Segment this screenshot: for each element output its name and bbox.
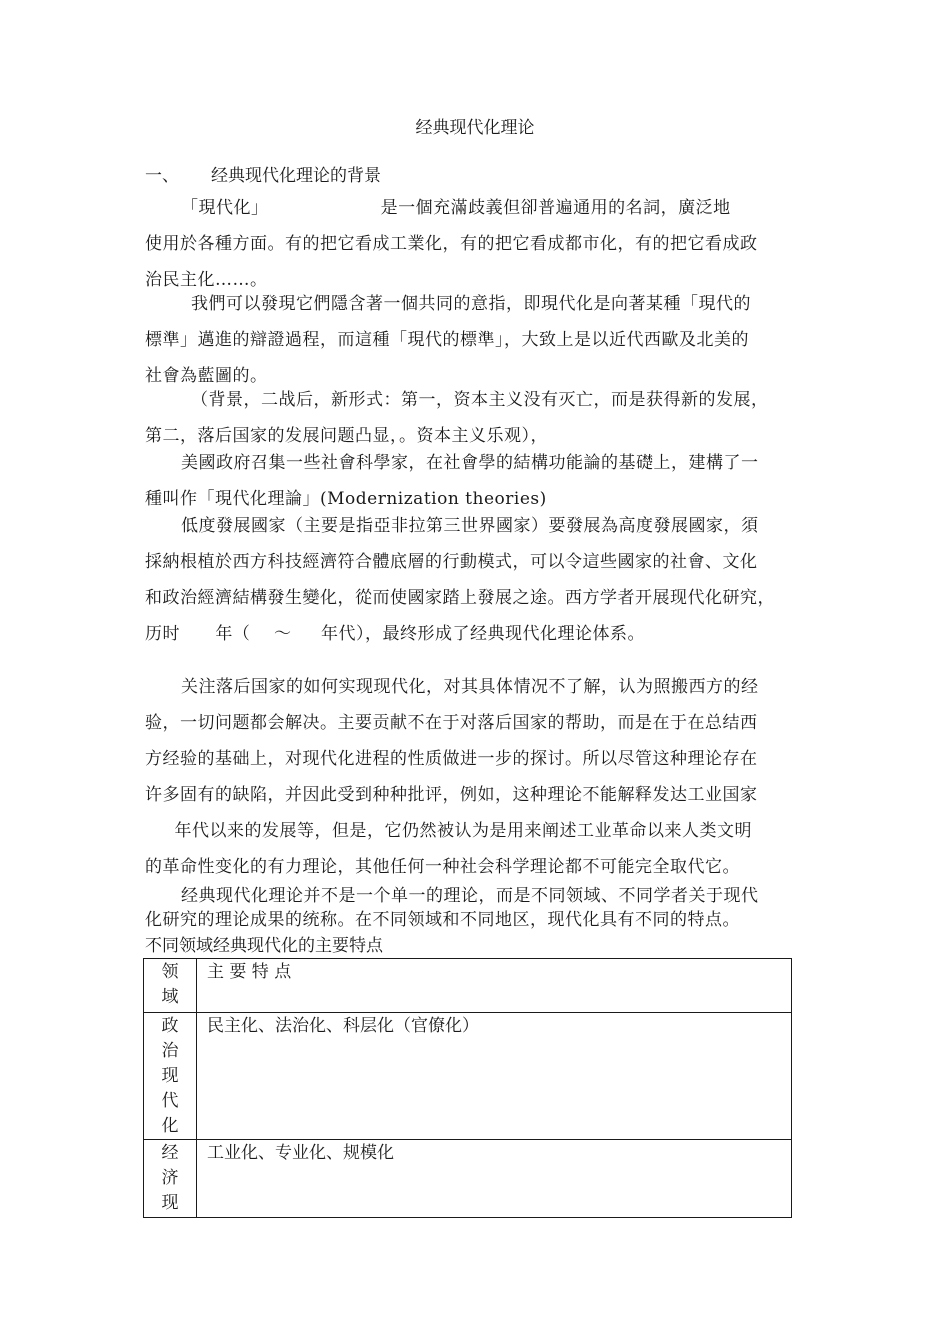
paragraph-line: 我們可以發現它們隱含著一個共同的意指，即現代化是向著某種「現代的 [191,294,751,314]
paragraph-line: 和政治經濟結構發生變化，從而使國家踏上發展之途。西方学者开展现代化研究， [145,588,775,608]
paragraph-summary [145,884,808,932]
paragraph-line: 年代以来的发展等，但是，它仍然被认为是用来阐述工业革命以来人类文明 [145,821,753,841]
paragraph-line: 历时 年（ ～ 年代），最终形成了经典现代化理论体系。 [145,624,646,644]
paragraph-common-meaning [145,286,808,394]
field-cell-political [144,1013,197,1140]
field-cell-economic [144,1140,197,1218]
paragraph-line: 種叫作「現代化理論」(Modernization theories) [145,489,547,509]
paragraph-line: 採納根植於西方科技經濟符合體底層的行動模式，可以令這些國家的社會、文化 [145,552,758,572]
paragraph-line: 美國政府召集一些社會科學家，在社會學的結構功能論的基礎上，建構了一 [181,453,759,473]
paragraph-contribution [145,669,808,885]
section-heading [145,164,381,188]
header-field-cell [144,959,197,1013]
section-number: 一、 [145,166,179,186]
feature-cell-economic: 工业化、专业化、规模化 [197,1140,792,1218]
field-char: 现 [161,1066,179,1086]
header-field-char: 域 [161,987,179,1007]
table-caption: 不同领域经典现代化的主要特点 [145,936,383,956]
paragraph-line: 验，一切问题都会解决。主要贡献不在于对落后国家的帮助，而是在于在总结西 [145,713,758,733]
field-char: 现 [161,1193,179,1213]
paragraph-line: 方经验的基础上，对现代化进程的性质做进一步的探讨。所以尽管这种理论存在 [145,749,758,769]
field-char: 经 [161,1143,179,1163]
field-char: 治 [161,1041,179,1061]
field-char: 济 [161,1168,179,1188]
paragraph-line: 社會為藍圖的。 [145,366,268,386]
header-field-char: 领 [161,962,179,982]
paragraph-line: 低度發展國家（主要是指亞非拉第三世界國家）要發展為高度發展國家，須 [181,516,759,536]
paragraph-line: 许多固有的缺陷，并因此受到种种批评，例如，这种理论不能解释发达工业国家 [145,785,758,805]
feature-cell-political: 民主化、法治化、科层化（官僚化） [197,1013,792,1140]
features-table [143,958,792,1218]
paragraph-line: 关注落后国家的如何实现现代化，对其具体情况不了解，认为照搬西方的经 [181,677,759,697]
field-char: 政 [161,1016,179,1036]
paragraph-line: 使用於各種方面。有的把它看成工業化，有的把它看成都市化，有的把它看成政 [145,234,758,254]
paragraph-modernization-definition [145,190,808,298]
paragraph-line: （背景，二战后，新形式：第一，资本主义没有灭亡，而是获得新的发展， [191,390,769,410]
table-row [144,1140,792,1218]
paragraph-line: 標準」邁進的辯證過程，而這種「現代的標準」，大致上是以近代西歐及北美的 [145,330,749,350]
document-title: 经典现代化理论 [415,118,535,138]
header-feature-cell: 主 要 特 点 [197,959,792,1013]
field-char: 代 [161,1091,179,1111]
paragraph-line: 「現代化」 是一個充滿歧義但卻普遍通用的名詞，廣泛地 [181,198,731,218]
section-title: 经典现代化理论的背景 [211,166,381,186]
paragraph-us-government [145,445,808,517]
paragraph-line: 经典现代化理论并不是一个单一的理论，而是不同领域、不同学者关于现代 [181,886,759,906]
table-header-row [144,959,792,1013]
table-row [144,1013,792,1140]
field-char: 化 [161,1116,179,1136]
paragraph-developing-countries [145,508,808,652]
paragraph-line: 的革命性变化的有力理论，其他任何一种社会科学理论都不可能完全取代它。 [145,857,740,877]
paragraph-background [145,382,808,454]
paragraph-line: 治民主化……。 [145,270,268,290]
paragraph-line: 第二，落后国家的发展问题凸显，。资本主义乐观）， [145,426,548,446]
paragraph-line: 化研究的理论成果的统称。在不同领域和不同地区，现代化具有不同的特点。 [145,910,740,930]
